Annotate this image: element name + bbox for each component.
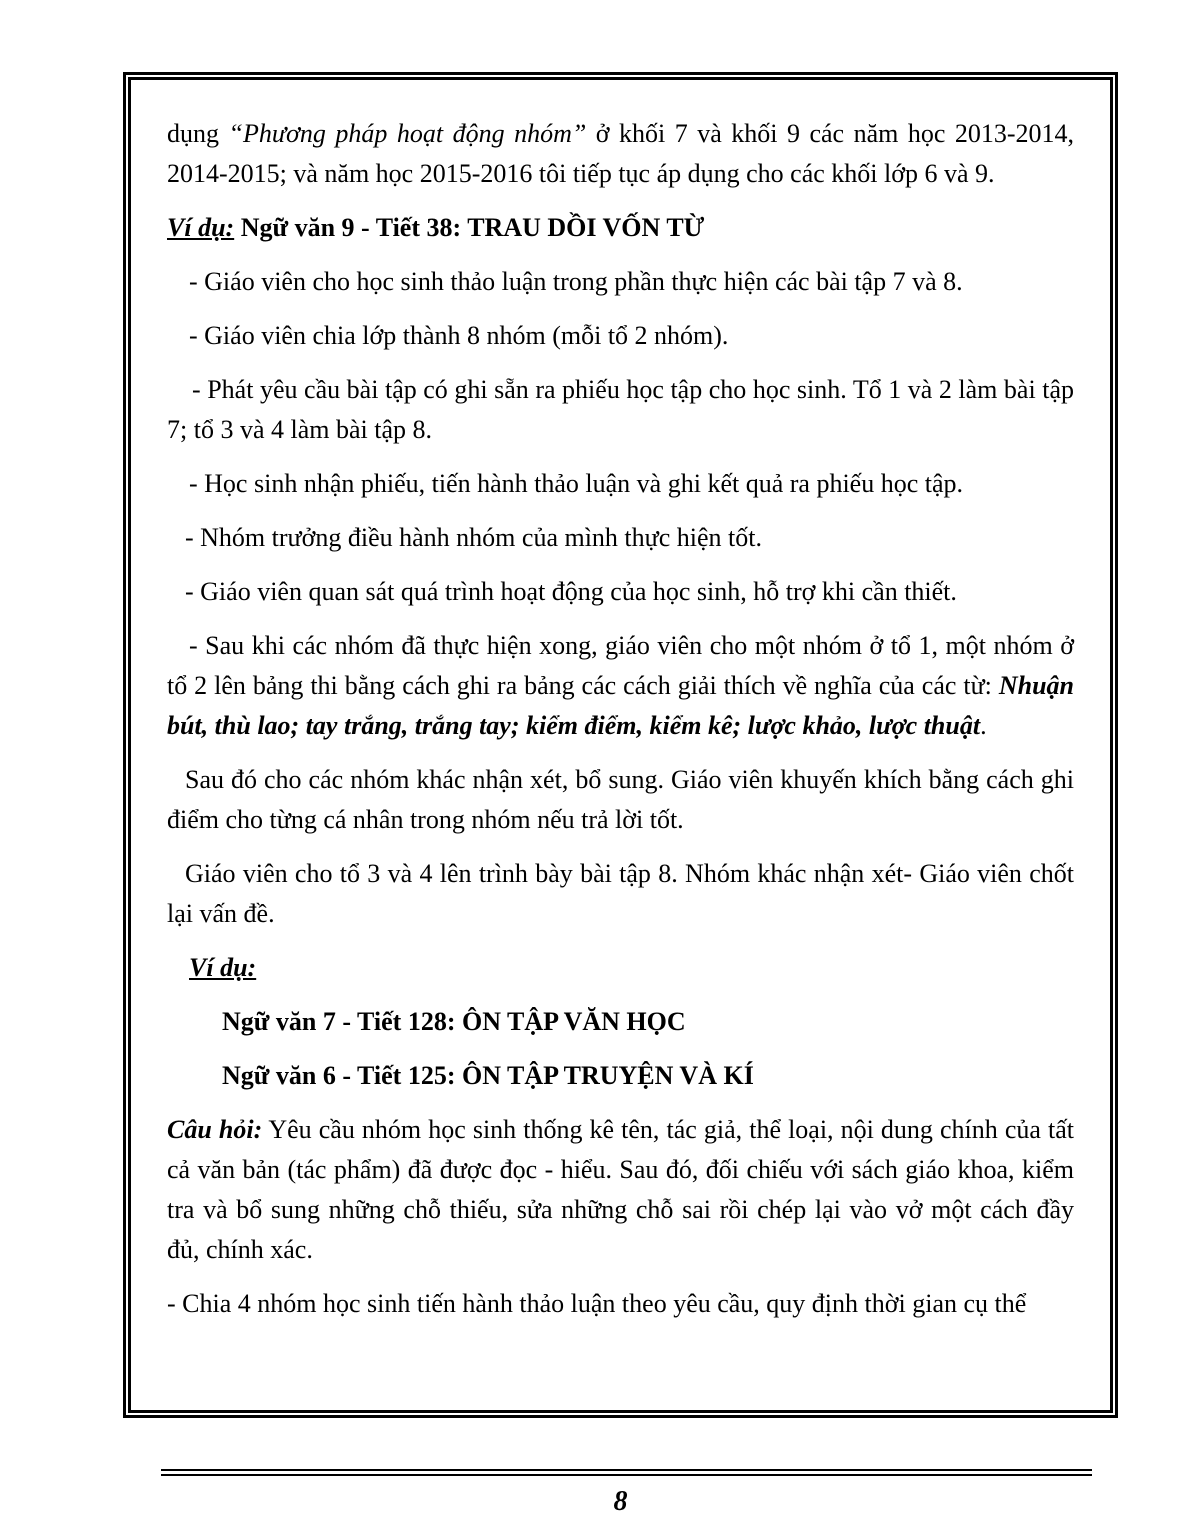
text-run: Giáo viên cho tổ 3 và 4 lên trình bày bài tập 8. Nhóm khác nhận xét- Giáo viên chốt lại vấn đề. xyxy=(167,859,1074,928)
page-number: 8 xyxy=(613,1486,628,1517)
paragraph xyxy=(167,114,1074,194)
text-run: . xyxy=(980,711,987,740)
text-run: Ví dụ: xyxy=(189,953,257,982)
text-run: - Nhóm trưởng điều hành nhóm của mình thực hiện tốt. xyxy=(185,523,763,552)
text-run: “Phương pháp hoạt động nhóm” xyxy=(228,119,587,148)
paragraph xyxy=(167,316,1074,356)
text-run: - Sau khi các nhóm đã thực hiện xong, giáo viên cho một nhóm ở tổ 1, một nhóm ở tổ 2 lên bảng thi bằng cách ghi ra bảng các cách giải thích về nghĩa của các từ: xyxy=(167,631,1074,700)
paragraph xyxy=(167,626,1074,746)
paragraph xyxy=(167,1110,1074,1270)
text-run: Câu hỏi: xyxy=(167,1115,263,1144)
text-run: ở khối 7 và khối 9 các năm học 2013-2014, 2014-2015; và năm học 2015-2016 tôi tiếp tục áp dụng cho các khối lớp 6 và 9. xyxy=(167,119,1075,188)
text-run: Ngữ văn 7 - Tiết 128: ÔN TẬP VĂN HỌC xyxy=(222,1007,686,1036)
page-border-frame xyxy=(123,72,1118,1418)
paragraph xyxy=(167,854,1074,934)
paragraph xyxy=(167,572,1074,612)
text-run: - Giáo viên quan sát quá trình hoạt động của học sinh, hỗ trợ khi cần thiết. xyxy=(185,577,957,606)
paragraph xyxy=(167,1002,1074,1042)
paragraph xyxy=(167,262,1074,302)
text-run: - Học sinh nhận phiếu, tiến hành thảo luận và ghi kết quả ra phiếu học tập. xyxy=(189,469,964,498)
text-run: - Phát yêu cầu bài tập có ghi sẵn ra phiếu học tập cho học sinh. Tổ 1 và 2 làm bài tập 7; tổ 3 và 4 làm bài tập 8. xyxy=(167,375,1074,444)
text-run: Ngữ văn 6 - Tiết 125: ÔN TẬP TRUYỆN VÀ KÍ xyxy=(222,1061,754,1090)
text-run: - Giáo viên chia lớp thành 8 nhóm (mỗi tổ 2 nhóm). xyxy=(189,321,729,350)
paragraph xyxy=(167,208,1074,248)
text-run: dụng xyxy=(167,119,229,148)
document-body xyxy=(167,114,1074,1324)
paragraph xyxy=(167,518,1074,558)
footer-rule xyxy=(161,1469,1092,1476)
paragraph xyxy=(167,370,1074,450)
text-run: Ví dụ: xyxy=(167,213,235,242)
paragraph xyxy=(167,1284,1074,1324)
text-run: Yêu cầu nhóm học sinh thống kê tên, tác giả, thể loại, nội dung chính của tất cả văn bản (tác phẩm) đã được đọc - hiểu. Sau đó, đối chiếu với sách giáo khoa, kiểm tra và bổ sung những chỗ thiếu, sửa những chỗ sai rồi chép lại vào vở một cách đầy đủ, chính xác. xyxy=(167,1115,1074,1264)
paragraph xyxy=(167,760,1074,840)
text-run: Ngữ văn 9 - Tiết 38: TRAU DỒI VỐN TỪ xyxy=(234,213,705,242)
paragraph xyxy=(167,948,1074,988)
text-run: Nhuận bút, thù lao; tay trắng, trắng tay; kiểm điểm, kiểm kê; lược khảo, lược thuật xyxy=(167,671,1074,740)
text-run: - Chia 4 nhóm học sinh tiến hành thảo luận theo yêu cầu, quy định thời gian cụ thể xyxy=(167,1289,1027,1318)
paragraph xyxy=(167,1056,1074,1096)
text-run: Sau đó cho các nhóm khác nhận xét, bổ sung. Giáo viên khuyến khích bằng cách ghi điểm cho từng cá nhân trong nhóm nếu trả lời tốt. xyxy=(167,765,1074,834)
paragraph xyxy=(167,464,1074,504)
text-run: - Giáo viên cho học sinh thảo luận trong phần thực hiện các bài tập 7 và 8. xyxy=(189,267,963,296)
